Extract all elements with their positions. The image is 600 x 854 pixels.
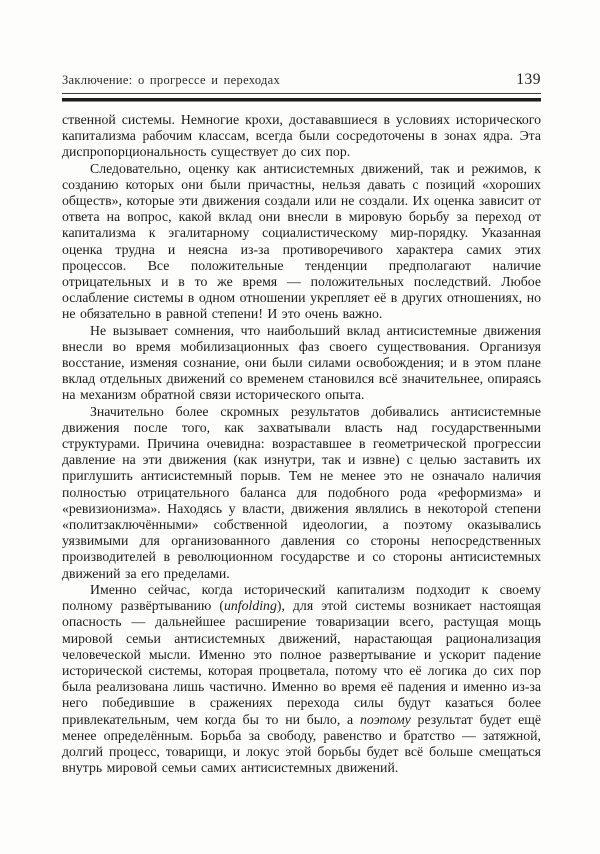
page-number: 139	[516, 71, 541, 88]
paragraph-text: результат будет ещё менее определённым. Борьба за свободу, равенство и братство — затяжной, долгий процесс, товарищи, и локус этой борьбы будет всё больше смещаться внутрь мировой семьи самих антисистемных движений.	[62, 711, 541, 776]
page-body	[62, 112, 541, 776]
running-header	[62, 71, 541, 94]
paragraph	[62, 582, 541, 776]
paragraph: Значительно более скромных результатов добивались антисистемные движения после того, как захватывали власть над государственными структурами. Причина очевидна: возраставшее в геометрической прогрессии давление на эти движения (как изнутри, так и извне) с целью заставить их приглушить антисистемный порыв. Тем не менее это не означало наличия полностью отрицательного баланса для подобного рода «реформизма» и «ревизионизма». Находясь у власти, движения являлись в некоторой степени «политзаключёнными» собственной идеологии, а поэтому оказывались уязвимыми для организованного давления со стороны непосредственных производителей в революционном государстве и со стороны антисистемных движений за его пределами.	[62, 403, 541, 581]
paragraph-continuation: ственной системы. Немногие крохи, достававшиеся в условиях исторического капитализма рабочим классам, всегда были сосредоточены в зонах ядра. Эта диспропорциональность существует до сих пор.	[62, 112, 541, 160]
paragraph-text: Именно сейчас, когда исторический капитализм подходит к своему полному развёртыванию (	[62, 581, 541, 614]
paragraph-text: ), для этой системы возникает настоящая опасность — дальнейшее расширение товаризации всего, растущая мощь мировой семьи антисистемных движений, нарастающая рационализация человеческой мысли. Именно это полное развертывание и ускорит падение исторической системы, которая процветала, потому что её логика до сих пор была реализована лишь частично. Именно во время её падения и именно из-за него победившие в сражениях перехода силы будут казаться более привлекательным, чем когда бы то ни было, а	[62, 598, 541, 727]
italic-word: поэтому	[359, 711, 411, 727]
paragraph: Не вызывает сомнения, что наибольший вклад антисистемные движения внесли во время мобилизационных фаз своего существования. Организуя восстание, изменяя сознание, они были силами освобождения; и в этом плане вклад отдельных движений со временем становился всё значительнее, опираясь на механизм обратной связи исторического опыта.	[62, 322, 541, 403]
header-rule	[62, 98, 541, 102]
running-title: Заключение: о прогрессе и переходах	[62, 73, 281, 87]
paragraph: Следовательно, оценку как антисистемных движений, так и режимов, к созданию которых они были причастны, нельзя давать с позиций «хороших обществ», которые эти движения создали или не создали. Их оценка зависит от ответа на вопрос, какой вклад они внесли в мировую борьбу за переход от капитализма к эгалитарному социалистическому мир-порядку. Указанная оценка трудна и неясна из-за противоречивого характера самих этих процессов. Все положительные тенденции предполагают наличие отрицательных и в то же время — положительных последствий. Любое ослабление системы в одном отношении укрепляет её в других отношениях, но не обязательно в равной степени! И это очень важно.	[62, 160, 541, 322]
italic-term: unfolding	[223, 598, 277, 614]
